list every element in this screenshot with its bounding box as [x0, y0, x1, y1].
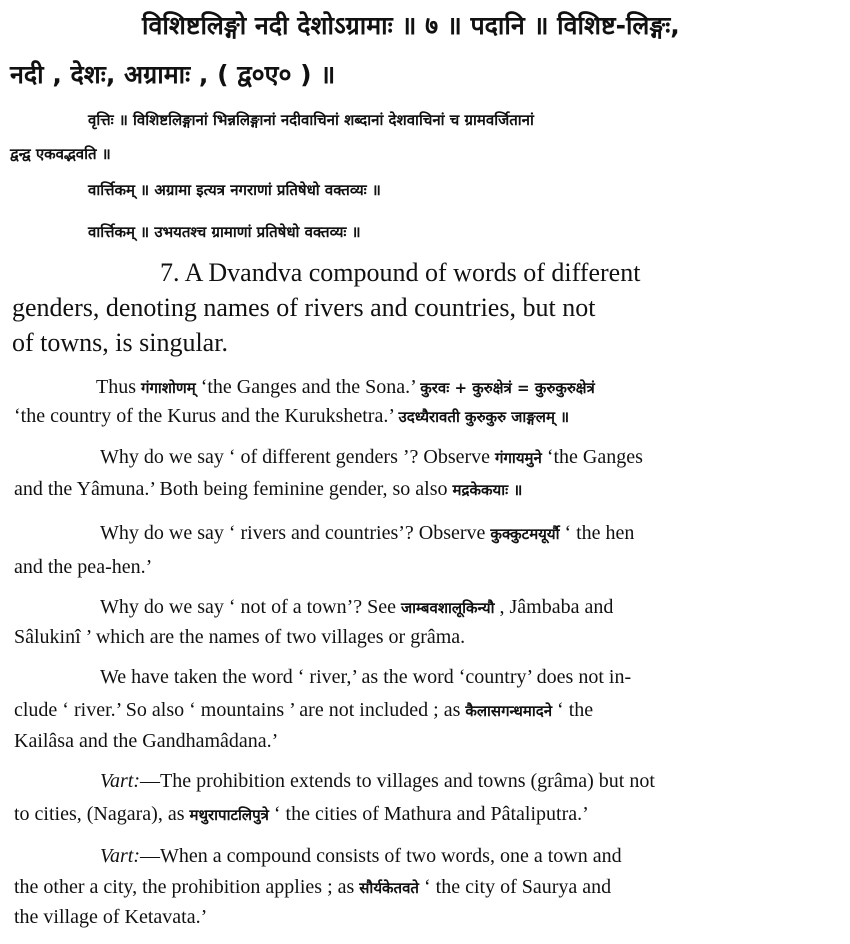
- vartika-1: वार्त्तिकम् ॥ अग्रामा इत्यत्र नगराणां प्रतिषेधो वक्तव्यः ॥: [88, 181, 381, 199]
- para-4-line-2: Sâlukinî ’ which are the names of two villages or grâma.: [14, 626, 466, 648]
- translation-line-3: of towns, is singular.: [12, 328, 228, 357]
- text: ‘ the city of Saurya and: [418, 876, 612, 898]
- sanskrit-term: मथुरापाटलिपुत्रे: [189, 806, 269, 824]
- para-7-line-1: [100, 845, 622, 868]
- text: —When a compound consists of two words, one a town and: [140, 845, 622, 867]
- text: to cities, (Nagara), as: [14, 803, 190, 825]
- vritti-line-1: वृत्तिः ॥ विशिष्टलिङ्गानां भिन्नलिङ्गानां नदीवाचिनां शब्दानां देशवाचिनां च ग्रामवर्जितानां: [88, 111, 534, 129]
- para-1-line-2: [14, 405, 569, 428]
- text: Why do we say ‘ of different genders ’? Observe: [100, 446, 496, 468]
- text: ‘ the: [552, 699, 594, 721]
- para-6-line-2: [14, 803, 589, 826]
- para-6-line-1: [100, 770, 655, 793]
- para-3-line-1: [100, 522, 634, 545]
- text: Thus: [96, 376, 141, 398]
- para-5-line-1: We have taken the word ‘ river,’ as the word ‘country’ does not in-: [100, 666, 632, 688]
- sanskrit-term: सौर्यकेतवते: [359, 879, 419, 897]
- text: Why do we say ‘ not of a town’? See: [100, 596, 402, 618]
- text: ‘ the cities of Mathura and Pâtaliputra.’: [268, 803, 589, 825]
- para-7-line-2: [14, 876, 611, 899]
- vart-label: Vart:: [100, 845, 140, 867]
- sanskrit-term: कुरवः + कुरुक्षेत्रं = कुरुकुरुक्षेत्रं: [420, 379, 595, 397]
- para-3-line-2: and the pea-hen.’: [14, 556, 153, 578]
- text: ‘the country of the Kurus and the Kurukshetra.’: [14, 405, 399, 427]
- para-2-line-2: [14, 478, 522, 501]
- translation-line-1: 7. A Dvandva compound of words of different: [160, 258, 641, 287]
- text: ‘ the hen: [559, 522, 635, 544]
- vritti-line-2: द्वन्द्व एकवद्भवति ॥: [10, 145, 111, 163]
- para-5-line-2: [14, 699, 593, 722]
- text: ‘the Ganges and the Sona.’: [195, 376, 421, 398]
- sanskrit-term: कुक्कुटमयूर्यौ: [490, 525, 560, 543]
- text: ‘the Ganges: [541, 446, 643, 468]
- para-1-line-1: [96, 376, 595, 399]
- text: clude ‘ river.’ So also ‘ mountains ’ are not included ; as: [14, 699, 466, 721]
- sanskrit-term: गंगाशोणम्: [141, 379, 196, 397]
- para-4-line-1: [100, 596, 613, 619]
- sanskrit-term: गंगायमुने: [495, 449, 542, 467]
- sutra-line-1: विशिष्टलिङ्गो नदी देशोऽग्रामाः ॥ ७ ॥ पदानि ॥ विशिष्ट-लिङ्गः,: [142, 11, 680, 40]
- sanskrit-term: जाम्बवशालूकिन्यौ: [401, 599, 495, 617]
- vartika-2: वार्त्तिकम् ॥ उभयतश्च ग्रामाणां प्रतिषेधो वक्तव्यः ॥: [88, 223, 361, 241]
- sanskrit-term: मद्रकेकयाः ॥: [452, 481, 523, 499]
- vart-label: Vart:: [100, 770, 140, 792]
- para-2-line-1: [100, 446, 643, 469]
- text: and the Yâmuna.’ Both being feminine gender, so also: [14, 478, 453, 500]
- text: —The prohibition extends to villages and towns (grâma) but not: [140, 770, 655, 792]
- para-5-line-3: Kailâsa and the Gandhamâdana.’: [14, 730, 279, 752]
- sanskrit-term: उदध्यैरावती कुरुकुरु जाङ्गलम् ॥: [398, 408, 570, 426]
- sanskrit-term: कैलासगन्धमादने: [465, 702, 553, 720]
- sutra-line-2: नदी , देशः, अग्रामाः , ( द्व०ए० ) ॥: [10, 60, 336, 89]
- text: Why do we say ‘ rivers and countries’? Observe: [100, 522, 491, 544]
- para-7-line-3: the village of Ketavata.’: [14, 906, 208, 928]
- translation-line-2: genders, denoting names of rivers and countries, but not: [12, 293, 596, 322]
- text: the other a city, the prohibition applies ; as: [14, 876, 360, 898]
- text: , Jâmbaba and: [494, 596, 614, 618]
